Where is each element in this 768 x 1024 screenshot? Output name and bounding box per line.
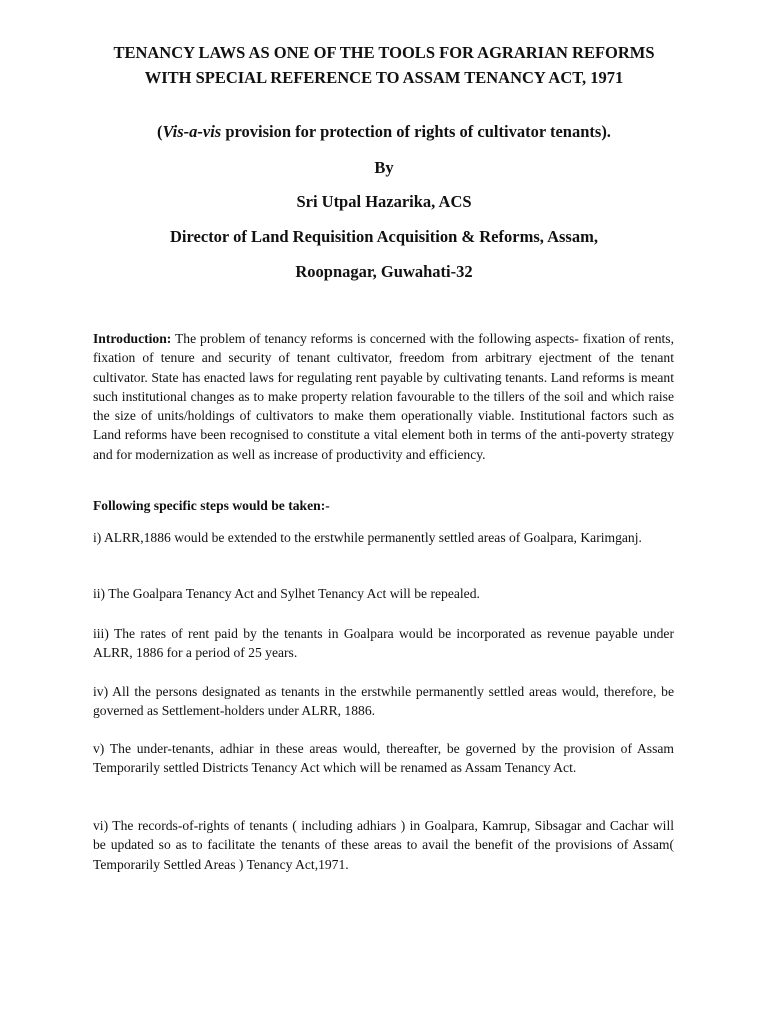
- author-address: Roopnagar, Guwahati-32: [295, 262, 473, 281]
- step-item-5: v) The under-tenants, adhiar in these areas would, thereafter, be governed by the provision of Assam Temporarily settled Districts Tenancy Act which will be renamed as Assam Tenancy Act.: [93, 741, 674, 776]
- document-title: TENANCY LAWS AS ONE OF THE TOOLS FOR AGRARIAN REFORMS WITH SPECIAL REFERENCE TO ASSAM TENANCY ACT, 1971: [113, 43, 655, 87]
- step-item-1: i) ALRR,1886 would be extended to the erstwhile permanently settled areas of Goalpara, Karimganj.: [93, 530, 642, 545]
- document-subtitle: [60, 121, 708, 143]
- subtitle-italic: Vis-a-vis: [162, 122, 222, 141]
- introduction-label: Introduction:: [93, 331, 172, 346]
- step-item-3: iii) The rates of rent paid by the tenants in Goalpara would be incorporated as revenue payable under ALRR, 1886 for a period of 25 years.: [93, 626, 674, 661]
- by-label: By: [374, 158, 394, 177]
- step-item-2: ii) The Goalpara Tenancy Act and Sylhet Tenancy Act will be repealed.: [93, 586, 480, 601]
- introduction-paragraph: [93, 329, 674, 464]
- author-name: Sri Utpal Hazarika, ACS: [296, 192, 472, 211]
- step-item-6: vi) The records-of-rights of tenants ( including adhiars ) in Goalpara, Kamrup, Sibsagar and Cachar will be updated so as to facilitate the tenants of these areas to avail the benefit of the provisions of Assam( Temporarily Settled Areas ) Tenancy Act,1971.: [93, 818, 674, 872]
- subtitle-open-paren: (: [157, 122, 163, 141]
- subtitle-rest: provision for protection of rights of cultivator tenants).: [221, 122, 611, 141]
- step-item-4: iv) All the persons designated as tenants in the erstwhile permanently settled areas would, therefore, be governed as Settlement-holders under ALRR, 1886.: [93, 684, 674, 719]
- introduction-text: The problem of tenancy reforms is concerned with the following aspects- fixation of rents, fixation of tenure and security of tenant cultivator, freedom from arbitrary ejectment of the tenant cultivator. State has enacted laws for regulating rent payable by cultivating tenants. Land reforms is meant such institutional changes as to make property relation favourable to the tillers of the soil and which raise the size of units/holdings of cultivators to make them operationally viable. Institutional factors such as Land reforms have been recognised to constitute a vital element both in terms of the anti-poverty strategy and for modernization as well as increase of productivity and efficiency.: [93, 331, 674, 462]
- author-designation: Director of Land Requisition Acquisition & Reforms, Assam,: [170, 227, 598, 246]
- steps-heading: Following specific steps would be taken:-: [93, 498, 330, 513]
